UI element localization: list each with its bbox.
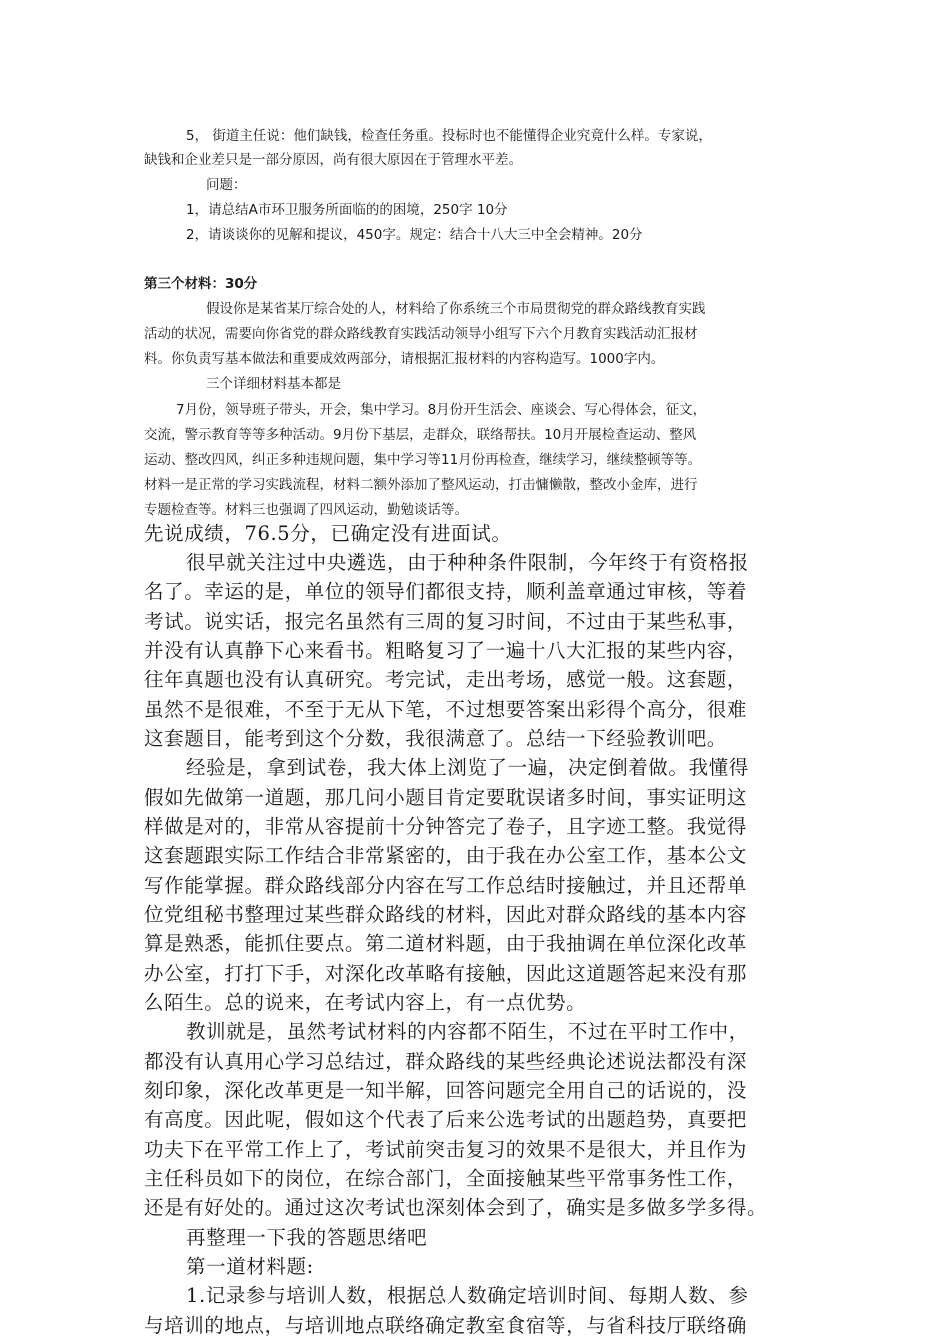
body-line: 教训就是，虽然考试材料的内容都不陌生，不过在平时工作中， [186,1020,749,1043]
body-line: 名了。幸运的是，单位的领导们都很支持，顺利盖章通过审核，等着 [144,580,748,603]
body-line: 并没有认真静下心来看书。粗略复习了一遍十八大汇报的某些内容， [144,639,748,662]
body-line: 这套题目，能考到这个分数，我很满意了。总结一下经验教训吧。 [144,727,727,750]
material-3-line: 7月份，领导班子带头，开会，集中学习。8月份开生活会、座谈会、写心得体会，征文， [176,402,707,418]
body-line: 么陌生。总的说来，在考试内容上，有一点优势。 [144,991,587,1014]
body-line: 经验是，拿到试卷，我大体上浏览了一遍，决定倒着做。我懂得 [186,756,749,779]
material-3-line: 料。你负责写基本做法和重要成效两部分，请根据汇报材料的内容构造写。1000字内。 [144,351,665,367]
body-line: 往年真题也没有认真研究。考完试，走出考场，感觉一般。这套题， [144,668,748,691]
body-line: 功夫下在平常工作上了，考试前突击复习的效果不是很大，并且作为 [144,1138,748,1161]
body-line: 考试。说实话，报完名虽然有三周的复习时间，不过由于某些私事， [144,610,748,633]
material-3-line: 假设你是某省某厅综合处的人，材料给了你系统三个市局贯彻党的群众路线教育实践 [206,301,706,317]
question-5-line-2: 缺钱和企业差只是一部分原因，尚有很大原因在于管理水平差。 [144,152,522,168]
body-line: 主任科员如下的岗位，在综合部门，全面接触某些平常事务性工作， [144,1167,748,1190]
body-line: 样做是对的，非常从容提前十分钟答完了卷子，且字迹工整。我觉得 [144,815,748,838]
body-line: 很早就关注过中央遴选，由于种种条件限制，今年终于有资格报 [186,551,749,574]
question-item-2: 2，请谈谈你的见解和提议，450字。规定：结合十八大三中全会精神。20分 [186,227,643,243]
body-line: 都没有认真用心学习总结过，群众路线的某些经典论述说法都没有深 [144,1050,748,1073]
material-3-heading: 第三个材料：30分 [144,276,258,292]
body-line: 假如先做第一道题，那几问小题目肯定要耽误诸多时间，事实证明这 [144,786,748,809]
body-line: 还是有好处的。通过这次考试也深刻体会到了，确实是多做多学多得。 [144,1196,768,1219]
material-3-line: 活动的状况，需要向你省党的群众路线教育实践活动领导小组写下六个月教育实践活动汇报材 [144,326,698,342]
body-line: 与培训的地点，与培训地点联络确定教室食宿等，与省科技厅联络确 [144,1314,748,1337]
questions-label: 问题： [206,177,247,193]
body-line: 先说成绩，76.5分，已确定没有进面试。 [144,522,512,545]
material-3-line: 运动、整改四风，纠正多种违规问题，集中学习等11月份再检查，继续学习，继续整顿等等。 [144,452,702,468]
body-line: 再整理一下我的答题思绪吧 [186,1226,428,1249]
material-3-line: 专题检查等。材料三也强调了四风运动，勤勉谈话等。 [144,502,468,518]
body-line: 第一道材料题: [186,1255,314,1278]
question-item-1: 1，请总结A市环卫服务所面临的的困境，250字 10分 [186,202,508,218]
body-line: 这套题跟实际工作结合非常紧密的，由于我在办公室工作，基本公文 [144,844,748,867]
material-3-line: 材料一是正常的学习实践流程，材料二额外添加了整风运动，打击慵懒散，整改小金库，进行 [144,477,698,493]
body-line: 算是熟悉，能抓住要点。第二道材料题，由于我抽调在单位深化改革 [144,932,748,955]
body-line: 办公室，打打下手，对深化改革略有接触，因此这道题答起来没有那 [144,962,748,985]
body-line: 刻印象，深化改革更是一知半解，回答问题完全用自己的话说的，没 [144,1079,748,1102]
material-3-line: 交流，警示教育等等多种活动。9月份下基层，走群众，联络帮扶。10月开展检查运动、整风 [144,427,697,443]
material-3-line: 三个详细材料基本都是 [206,376,341,392]
body-line: 有高度。因此呢，假如这个代表了后来公选考试的出题趋势，真要把 [144,1108,748,1131]
body-line: 虽然不是很难，不至于无从下笔，不过想要答案出彩得个高分，很难 [144,698,748,721]
body-line: 写作能掌握。群众路线部分内容在写工作总结时接触过，并且还帮单 [144,874,748,897]
body-line: 1.记录参与培训人数，根据总人数确定培训时间、每期人数、参 [186,1284,749,1307]
body-line: 位党组秘书整理过某些群众路线的材料，因此对群众路线的基本内容 [144,903,748,926]
question-5-line-1: 5， 街道主任说：他们缺钱，检查任务重。投标时也不能懂得企业究竟什么样。专家说， [186,128,712,144]
